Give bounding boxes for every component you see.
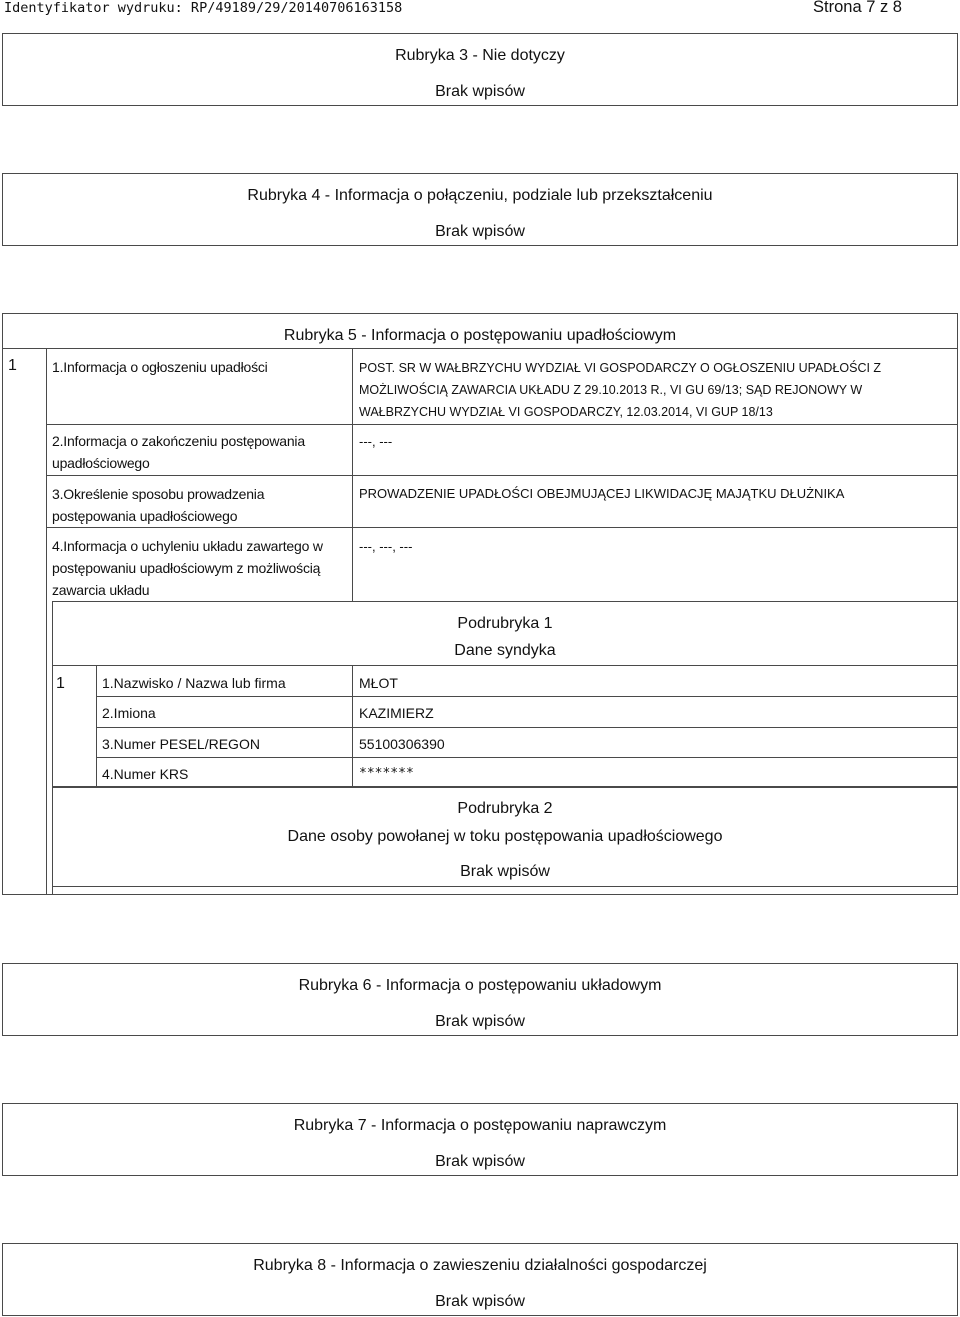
section-title: Rubryka 6 - Informacja o postępowaniu układowym	[298, 977, 662, 994]
field-value-sposob-prowadzenia: PROWADZENIE UPADŁOŚCI OBEJMUJĄCEJ LIKWIDACJĘ MAJĄTKU DŁUŻNIKA	[359, 486, 845, 501]
section-title: Rubryka 3 - Nie dotyczy	[395, 47, 565, 64]
empty-entry: Brak wpisów	[435, 223, 525, 240]
print-identifier: Identyfikator wydruku: RP/49189/29/20140706163158	[4, 0, 403, 16]
field-label-krs: 4.Numer KRS	[102, 766, 189, 782]
section-title: Rubryka 4 - Informacja o połączeniu, podziale lub przekształceniu	[247, 187, 713, 204]
subsection-title: Podrubryka 1	[457, 615, 553, 632]
entry-index: 1	[56, 675, 65, 692]
subsection-subtitle: Dane syndyka	[454, 642, 556, 659]
field-label-zakonczenie: 2.Informacja o zakończeniu postępowania upadłościowego	[52, 433, 305, 471]
section-title: Rubryka 5 - Informacja o postępowaniu upadłościowym	[283, 327, 677, 344]
empty-entry: Brak wpisów	[435, 1013, 525, 1030]
section-title: Rubryka 7 - Informacja o postępowaniu naprawczym	[293, 1117, 667, 1134]
field-value-imiona: KAZIMIERZ	[359, 705, 434, 721]
field-label-nazwisko: 1.Nazwisko / Nazwa lub firma	[102, 675, 286, 691]
field-label-upadlosc-ogloszenie: 1.Informacja o ogłoszeniu upadłości	[52, 359, 268, 375]
field-value-uchylenie-ukladu: ---, ---, ---	[359, 539, 413, 554]
field-value-upadlosc-ogloszenie: POST. SR W WAŁBRZYCHU WYDZIAŁ VI GOSPODARCZY O OGŁOSZENIU UPADŁOŚCI Z MOŻLIWOŚCIĄ ZAWARCIA UKŁADU Z 29.10.2013 R., VI GU 69/13; SĄD REJONOWY W WAŁBRZYCHU WYDZIAŁ VI GOSPODARCZY, 12.03.2014, VI GUP 18/13	[359, 361, 882, 419]
field-value-nazwisko: MŁOT	[359, 675, 398, 691]
section-rubryka-3	[2, 33, 958, 106]
empty-entry: Brak wpisów	[435, 1293, 525, 1310]
section-rubryka-6	[2, 963, 958, 1036]
field-label-imiona: 2.Imiona	[102, 705, 156, 721]
section-rubryka-8	[2, 1243, 958, 1316]
field-label-sposob-prowadzenia: 3.Określenie sposobu prowadzenia postępowania upadłościowego	[52, 486, 265, 524]
field-value-krs: *******	[359, 766, 414, 781]
empty-entry: Brak wpisów	[460, 863, 550, 880]
page-number: Strona 7 z 8	[813, 0, 902, 16]
field-value-zakonczenie: ---, ---	[359, 434, 393, 449]
field-label-uchylenie-ukladu: 4.Informacja o uchyleniu układu zawartego w postępowaniu upadłościowym z możliwością zawarcia układu	[52, 538, 323, 598]
section-rubryka-4	[2, 173, 958, 246]
empty-entry: Brak wpisów	[435, 1153, 525, 1170]
field-label-pesel-regon: 3.Numer PESEL/REGON	[102, 736, 260, 752]
field-value-pesel-regon: 55100306390	[359, 736, 445, 752]
subsection-title: Podrubryka 2	[457, 800, 553, 817]
subsection-subtitle: Dane osoby powołanej w toku postępowania upadłościowego	[287, 828, 723, 845]
section-rubryka-7	[2, 1103, 958, 1176]
entry-index: 1	[8, 357, 17, 374]
empty-entry: Brak wpisów	[435, 83, 525, 100]
section-title: Rubryka 8 - Informacja o zawieszeniu działalności gospodarczej	[253, 1257, 707, 1274]
